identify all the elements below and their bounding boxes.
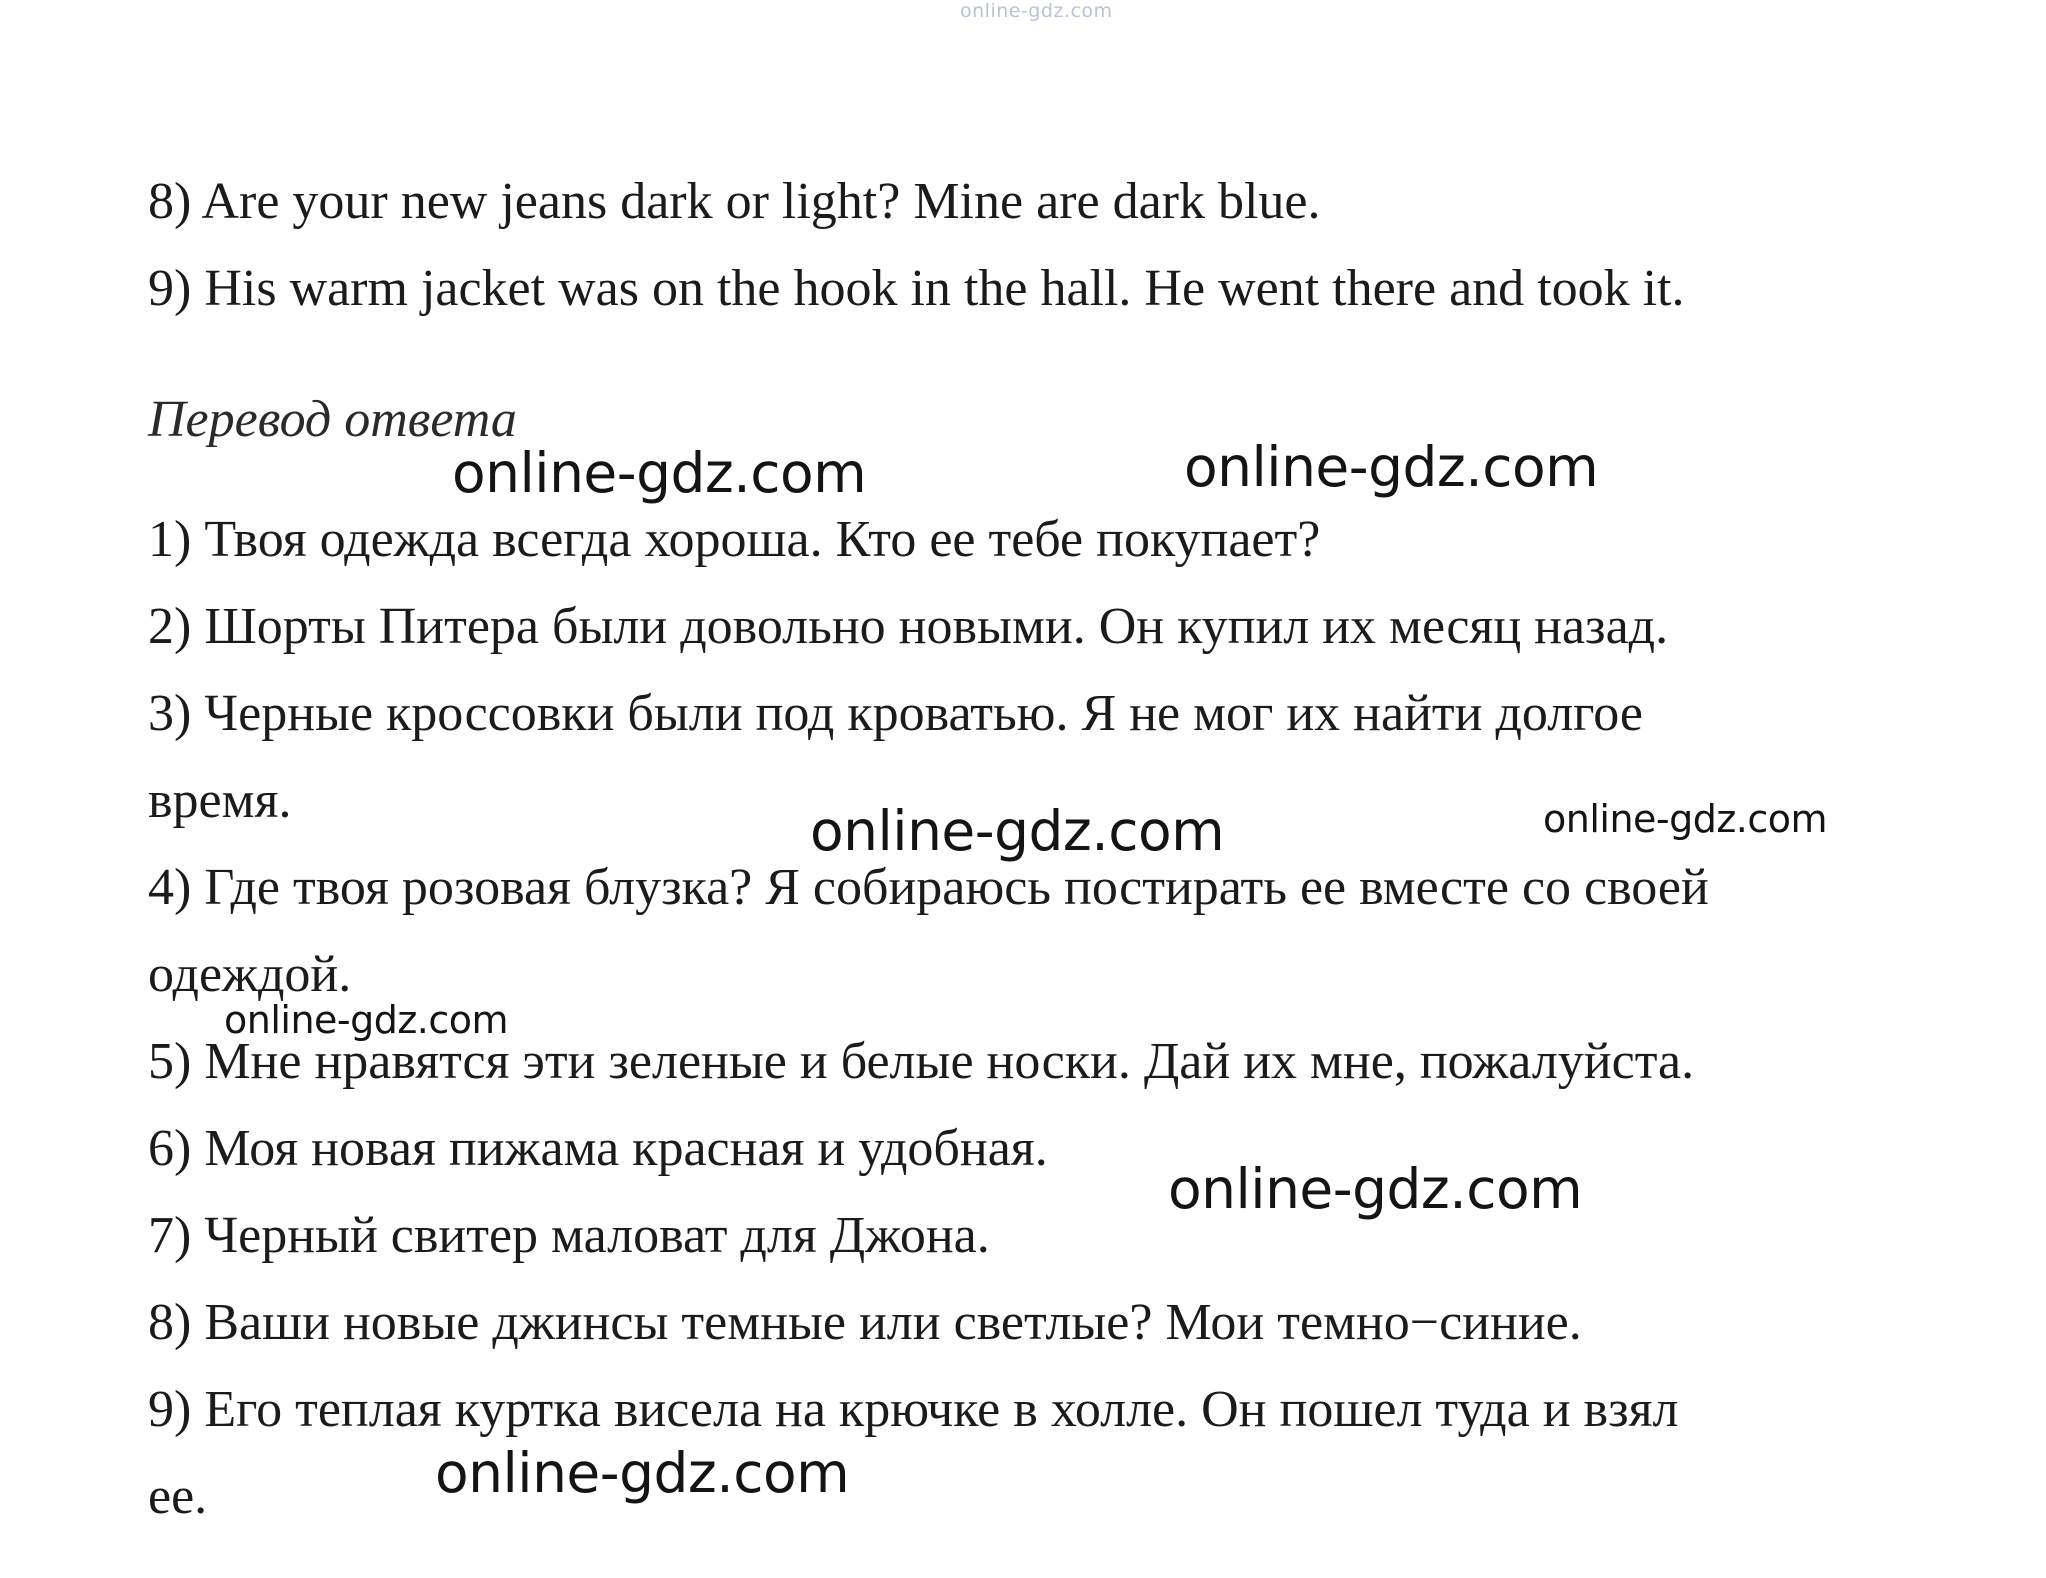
translation-line-4: 4) Где твоя розовая блузка? Я собираюсь постирать ее вместе со своей: [148, 859, 1709, 916]
english-line-8: 8) Are your new jeans dark or light? Mine are dark blue.: [148, 173, 1321, 230]
translation-line-6: 6) Моя новая пижама красная и удобная.: [148, 1120, 1048, 1177]
translation-line-9-cont: ее.: [148, 1468, 208, 1525]
translation-line-8: 8) Ваши новые джинсы темные или светлые? Мои темно−синие.: [148, 1294, 1582, 1351]
translation-line-5: 5) Мне нравятся эти зеленые и белые носки. Дай их мне, пожалуйста.: [148, 1033, 1695, 1090]
translation-line-9: 9) Его теплая куртка висела на крючке в холле. Он пошел туда и взял: [148, 1381, 1679, 1438]
translation-line-2: 2) Шорты Питера были довольно новыми. Он купил их месяц назад.: [148, 598, 1669, 655]
translation-line-3-cont: время.: [148, 772, 292, 829]
watermark: online-gdz.com: [810, 799, 1225, 863]
watermark: online-gdz.com: [224, 998, 509, 1042]
watermark: online-gdz.com: [452, 441, 867, 505]
translation-heading: Перевод ответа: [148, 391, 517, 448]
top-watermark: online-gdz.com: [960, 0, 1113, 22]
watermark: online-gdz.com: [1184, 435, 1599, 499]
translation-line-1: 1) Твоя одежда всегда хороша. Кто ее тебе покупает?: [148, 511, 1321, 568]
watermark: online-gdz.com: [435, 1441, 850, 1505]
translation-line-3: 3) Черные кроссовки были под кроватью. Я не мог их найти долгое: [148, 685, 1643, 742]
english-line-9: 9) His warm jacket was on the hook in the hall. He went there and took it.: [148, 260, 1685, 317]
translation-line-4-cont: одеждой.: [148, 946, 352, 1003]
watermark: online-gdz.com: [1543, 797, 1828, 841]
translation-line-7: 7) Черный свитер маловат для Джона.: [148, 1207, 990, 1264]
watermark: online-gdz.com: [1168, 1157, 1583, 1221]
